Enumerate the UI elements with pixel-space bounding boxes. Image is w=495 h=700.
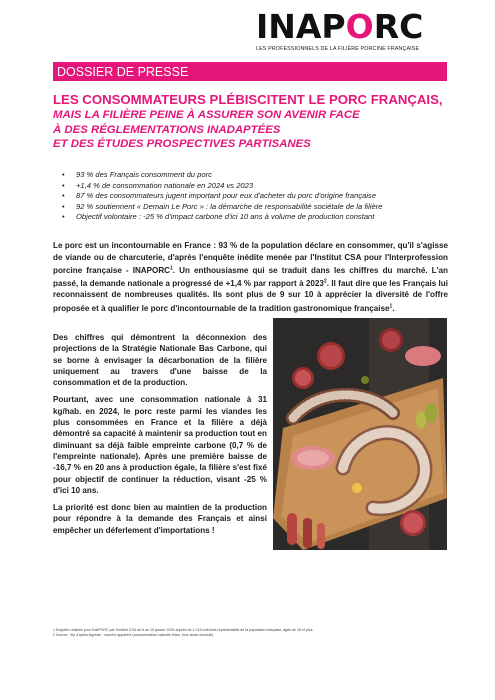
footnote-ref: 1 <box>170 265 173 271</box>
key-figure-item: • 93 % des Français consomment du porc <box>60 170 460 181</box>
key-figure-item: • Objectif volontaire : -25 % d'impact carbone d'ici 10 ans à volume de production constant <box>60 212 460 223</box>
press-kit-banner <box>53 62 447 81</box>
footnote-1: 1 Enquête réalisée pour INAPORC par l'Institut CSA du 6 au 10 janvier 2024 auprès de 1 013 individus représentatifs de la population française, âgés de 18 et plus. <box>53 628 314 632</box>
logo-tagline: LES PROFESSIONNELS DE LA FILIÈRE PORCINE FRANÇAISE <box>256 46 420 52</box>
key-figures-list <box>60 170 460 223</box>
body-paragraph-3 <box>53 502 267 536</box>
logo-ring-letter: O <box>345 7 374 46</box>
charcuterie-photo <box>273 318 447 550</box>
headline-line-1: LES CONSOMMATEURS PLÉBISCITENT LE PORC FRANÇAIS, <box>53 92 443 107</box>
key-figure-item: • 87 % des consommateurs jugent important pour eux d'acheter du porc d'origine française <box>60 191 460 202</box>
press-kit-label: DOSSIER DE PRESSE <box>57 65 189 79</box>
body-paragraph-3-text: La priorité est donc bien au maintien de la production pour répondre à la demande des Français et ainsi empêcher un déferlement d'importations ! <box>53 503 267 535</box>
body-paragraph-2 <box>53 394 267 496</box>
intro-text-b: . Un enthousiasme qui se traduit dans les chiffres du marché. L'an passé, la demande nationale a progressé de +1,4 % par rapport à 2023 <box>53 265 448 288</box>
body-paragraph-1 <box>53 332 267 388</box>
headline-line-3: À DES RÉGLEMENTATIONS INADAPTÉES <box>53 123 281 136</box>
footnote-ref: 2 <box>323 278 327 285</box>
logo-word-pre: INAP <box>256 7 346 46</box>
logo-word-post: RC <box>373 7 424 46</box>
intro-paragraph <box>53 240 448 314</box>
key-figure-item: • +1,4 % de consommation nationale en 2024 vs 2023 <box>60 181 460 192</box>
body-paragraph-1-text: Des chiffres qui démontrent la déconnexion des projections de la Stratégie Nationale Bas Carbone, qui se borne à envisager la décarbonation de la filière uniquement au travers d'une baisse de la consommation et de la production. <box>53 333 267 388</box>
inaporc-logo <box>256 7 466 52</box>
intro-text-d: . <box>392 303 395 313</box>
body-paragraph-2-text: Pourtant, avec une consommation nationale à 31 kg/hab. en 2024, le porc reste parmi les viandes les plus consommées en France et la filière a déjà démontré sa capacité à maintenir sa production tout en diminuant sa déjà faible empreinte carbone (0,7 % de l'empreinte nationale). Après une première baisse de -16,7 % en 20 ans à production égale, la filière s'est fixé pour objectif de continuer la réduction, visant -25 % d'ici 10 ans. <box>53 395 267 495</box>
headline-line-2: MAIS LA FILIÈRE PEINE À ASSURER SON AVENIR FACE <box>53 109 360 121</box>
intro-text-c: . Il faut dire que les Français lui reconnaissent de nombreuses qualités. Ils sont plus de 9 sur 10 à apprécier la diversité de l'offre proposée et à qualifier le porc d'incontournable de la tradition gastronomique française <box>53 278 448 313</box>
headline <box>53 92 453 152</box>
body-column <box>53 332 267 542</box>
headline-line-4: ET DES ÉTUDES PROSPECTIVES PARTISANES <box>53 138 311 150</box>
footnote-2: 2 Source : Ifip d'après Agreste - marché apparent (consommation calculée bilan, hors stock domicile) <box>53 633 214 637</box>
footnote-ref: 1 <box>389 302 393 309</box>
key-figure-item: • 92 % soutiennent « Demain Le Porc » : la démarche de responsabilité sociétale de la filière <box>60 202 460 213</box>
logo-wordmark <box>256 7 466 46</box>
charcuterie-illustration <box>273 318 447 550</box>
intro-text-a: Le porc est un incontournable en France : 93 % de la population déclare en consommer, qu'il s'agisse de viande ou de charcuterie, d'après l'enquête inédite menée par l'Institut CSA pour l'Interprofession porcine française - INAPORC <box>53 241 448 275</box>
footnotes <box>53 628 448 638</box>
